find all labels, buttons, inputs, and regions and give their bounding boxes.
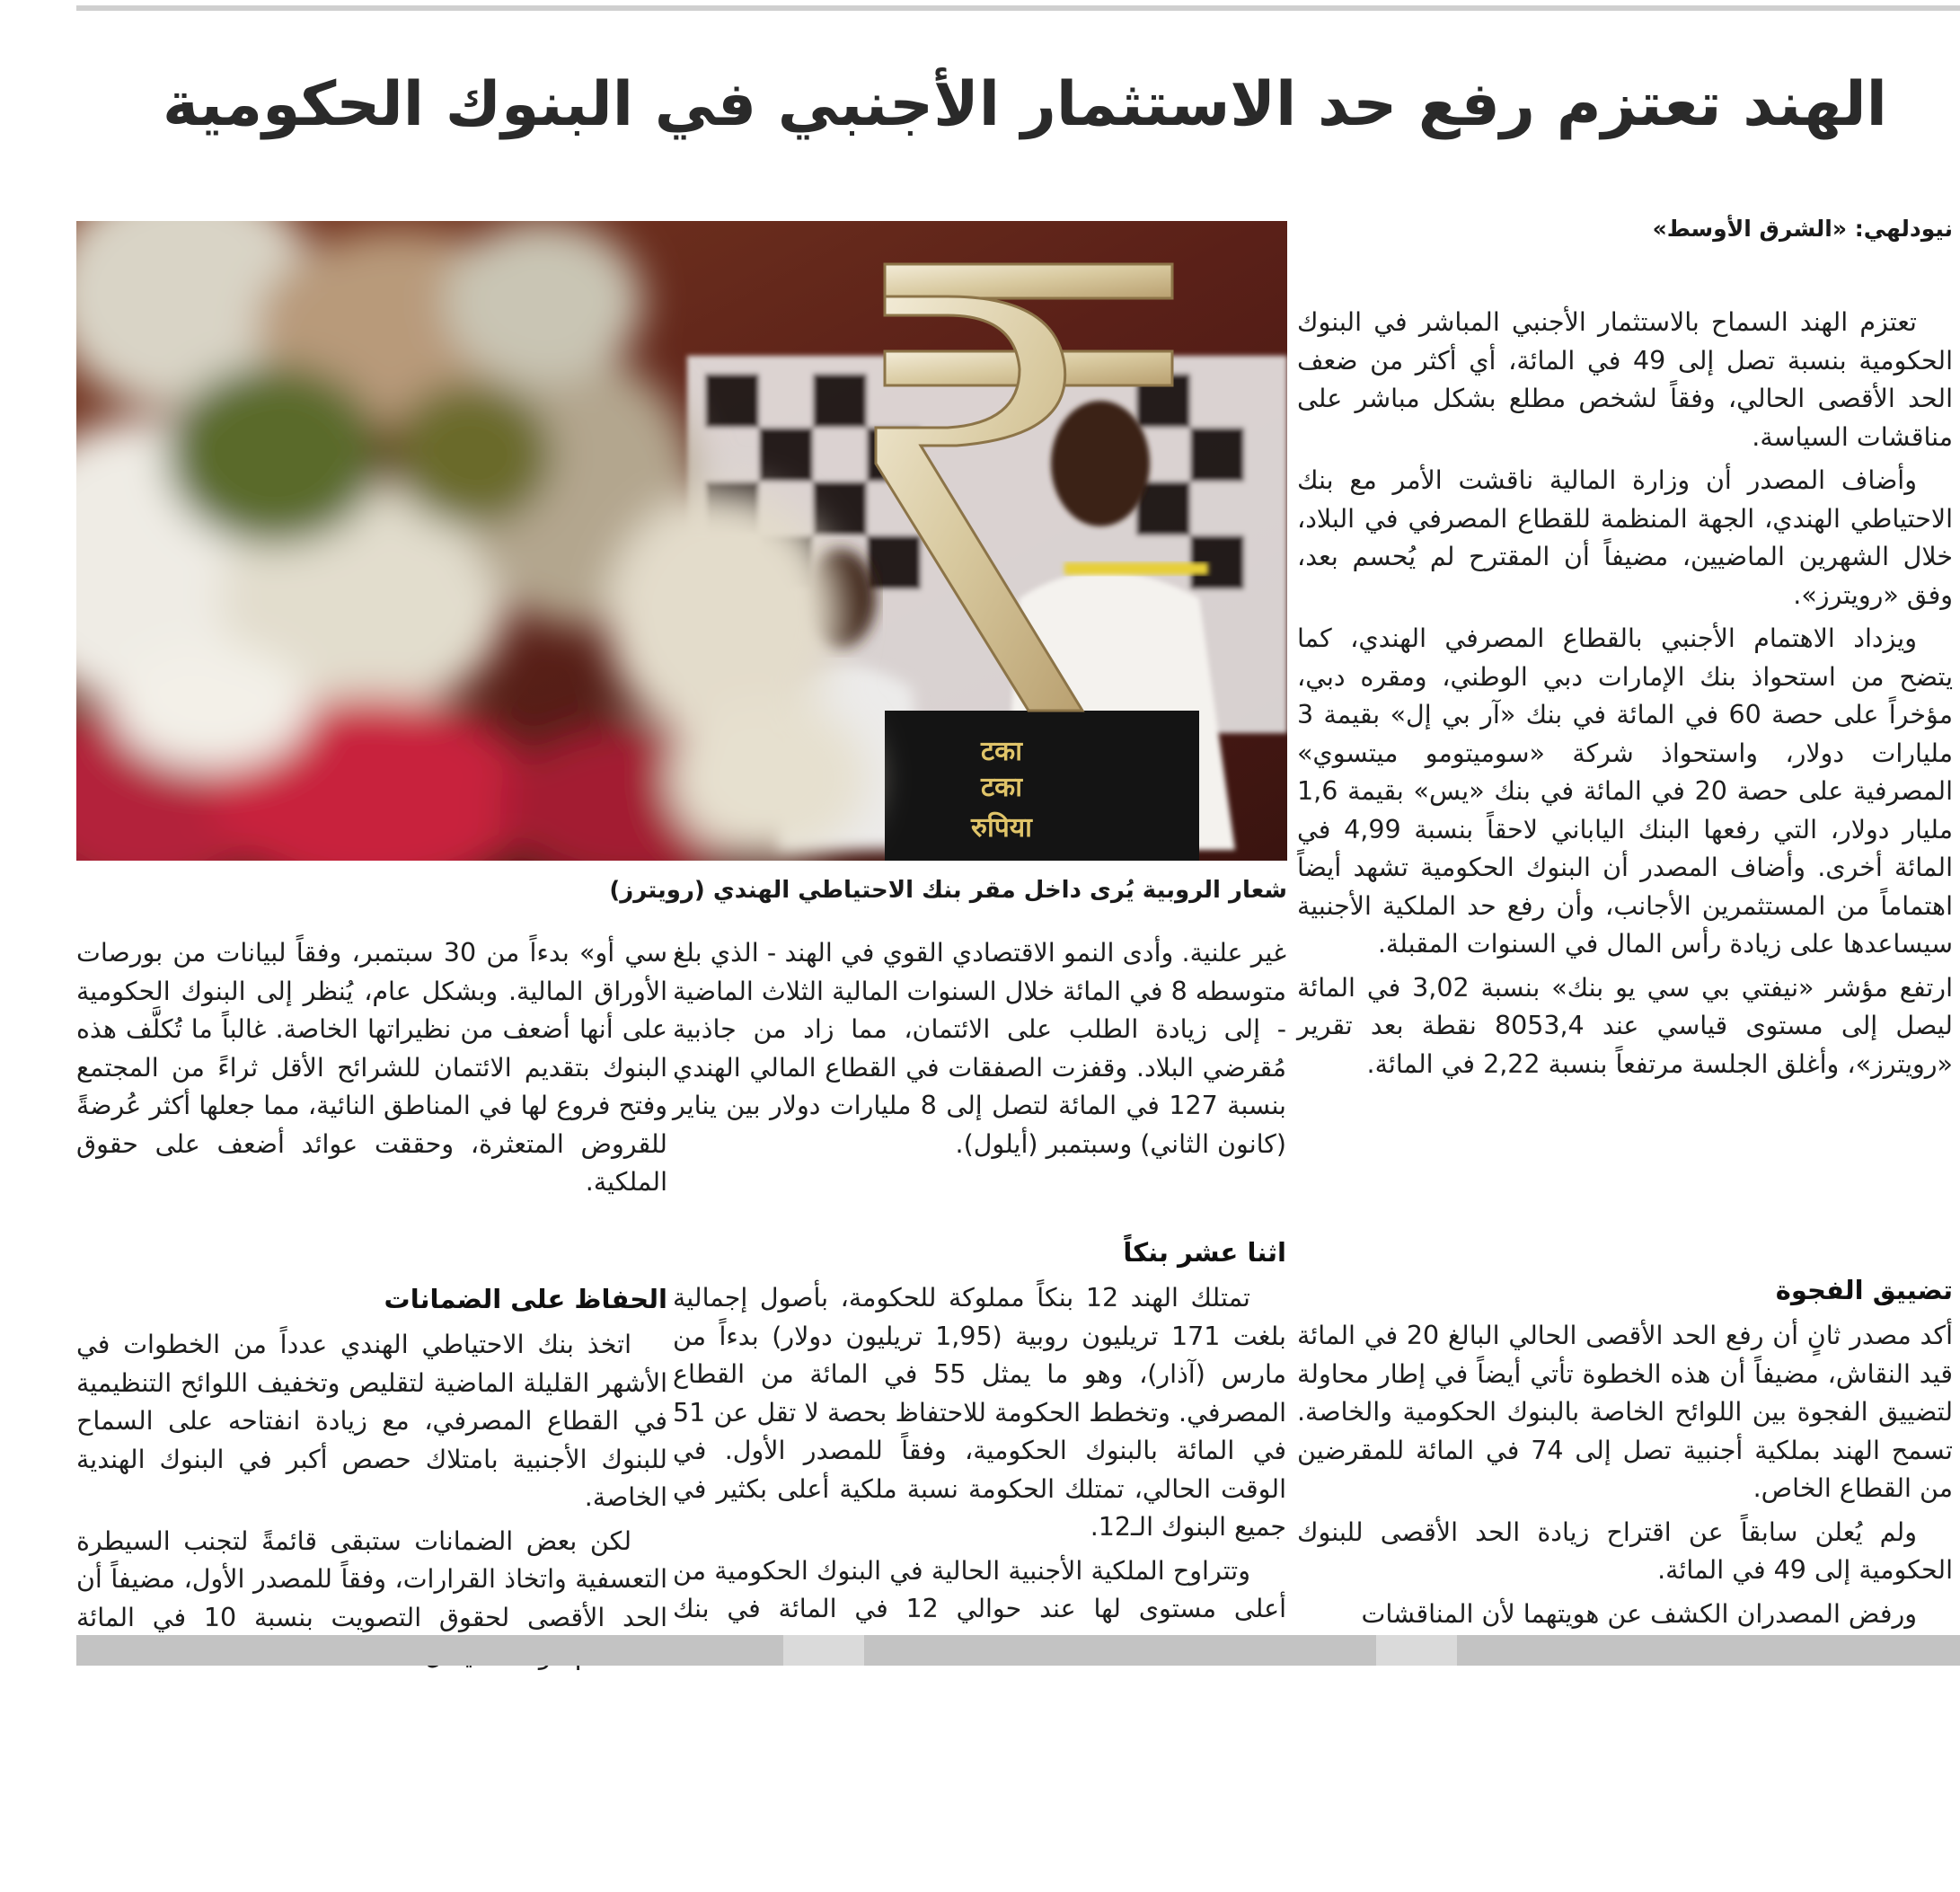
headline: الهند تعتزم رفع حد الاستثمار الأجنبي في البنوك الحكومية — [162, 69, 1887, 140]
paragraph: سي أو» بدءاً من 30 سبتمبر، وفقاً لبيانات من بورصات الأوراق المالية. وبشكل عام، يُنظر إلى البنوك الحكومية على أنها أضعف من نظيراتها الخاصة. غالباً ما تُكلَّف هذه البنوك بتقديم الائتمان للشرائح الأقل ثراءً من المجتمع وفتح فروع لها في المناطق النائية، مما جعلها أكثر عُرضةً للقروض المتعثرة، وحققت عوائد أضعف على حقوق الملكية. — [76, 938, 667, 1197]
paragraph: ورفض المصدران الكشف عن هويتهما لأن المناقشات — [1361, 1598, 1917, 1629]
signage-text: टका — [981, 736, 1022, 767]
column-3-continued — [76, 1276, 667, 1681]
paragraph: ولم يُعلن سابقاً عن اقتراح زيادة الحد الأقصى للبنوك الحكومية إلى 49 في المائة. — [1297, 1516, 1953, 1585]
subheading: تضييق الفجوة — [1775, 1275, 1953, 1305]
column-3 — [76, 934, 667, 1207]
paragraph: تمتلك الهند 12 بنكاً مملوكة للحكومة، بأصول إجمالية بلغت 171 تريليون روبية (1,95 تريليون دولار) بدءاً من مارس (آذار)، وهو ما يمثل 55 في المائة من القطاع المصرفي. وتخطط الحكومة للاحتفاظ بحصة لا تقل عن 51 في المائة بالبنوك الحكومية، وفقاً للمصدر الأول. في الوقت الحالي، تمتلك الحكومة نسبة ملكية أعلى بكثير في جميع البنوك الـ12. — [673, 1283, 1286, 1542]
subheading: اثنا عشر بنكاً — [1123, 1237, 1286, 1268]
paragraph: وتتراوح الملكية الأجنبية الحالية في البنوك الحكومية من أعلى مستوى لها عند حوالي 12 في المائة في بنك — [673, 1555, 1286, 1623]
signage-text: रुपिया — [971, 812, 1032, 844]
dateline: نيودلهي: «الشرق الأوسط» — [1652, 216, 1953, 242]
paragraph: غير علنية. وأدى النمو الاقتصادي القوي في الهند - الذي بلغ متوسطه 8 في المائة خلال السنوات المالية الثلاث الماضية - إلى زيادة الطلب على الائتمان، مما زاد من جاذبية مُقرضي البلاد. وقفزت الصفقات في القطاع المالي الهندي بنسبة 127 في المائة لتصل إلى 8 مليارات دولار بين يناير (كانون الثاني) وسبتمبر (أيلول). — [673, 938, 1287, 1159]
column-1-continued — [1297, 1267, 1953, 1639]
paragraph: وأضاف المصدر أن وزارة المالية ناقشت الأمر مع بنك الاحتياطي الهندي، الجهة المنظمة للقطاع المصرفي في البلاد، خلال الشهرين الماضيين، مضيفاً أن المقترح لم يُحسم بعد، وفق «رويترز». — [1297, 465, 1953, 610]
paragraph: ويزداد الاهتمام الأجنبي بالقطاع المصرفي الهندي، كما يتضح من استحواذ بنك الإمارات دبي الوطني، ومقره دبي، مؤخراً على حصة 60 في المائة في بنك «آر بي إل» بقيمة 3 مليارات دولار، واستحواذ شركة «سوميتومو ميتسوي» المصرفية على حصة 20 في المائة في بنك «يس» بقيمة 1,6 مليار دولار، التي رفعها البنك الياباني لاحقاً بنسبة 4,99 في المائة أخرى. وأضاف المصدر أن البنوك الحكومية تشهد أيضاً اهتماماً من المستثمرين الأجانب، وأن رفع حد الملكية الأجنبية سيساعدها على زيادة رأس المال في السنوات المقبلة. — [1297, 623, 1953, 959]
rupee-photo — [76, 221, 1287, 861]
column-2-continued — [673, 1229, 1286, 1672]
column-1 — [1297, 304, 1953, 1089]
paragraph: ارتفع مؤشر «نيفتي بي سي يو بنك» بنسبة 3,02 في المائة ليصل إلى مستوى قياسي عند 8053,4 نقطة بعد تقرير «رويترز»، وأغلق الجلسة مرتفعاً بنسبة 2,22 في المائة. — [1297, 972, 1953, 1079]
paragraph: لكن بعض الضمانات ستبقى قائمةً لتجنب السيطرة التعسفية واتخاذ القرارات، وفقاً للمصدر الأول، مضيفاً أن الحد الأقصى لحقوق التصويت بنسبة 10 في المائة — [76, 1525, 667, 1632]
paragraph: أكد مصدر ثانٍ أن رفع الحد الأقصى الحالي البالغ 20 في المائة قيد النقاش، مضيفاً أن هذه الخطوة تأتي أيضاً في إطار محاولة لتضييق الفجوة بين اللوائح الخاصة بالبنوك الحكومية والخاصة. تسمح الهند بملكية أجنبية تصل إلى 74 في المائة للمقرضين من القطاع الخاص. — [1297, 1321, 1953, 1503]
column-2 — [673, 934, 1286, 1169]
paragraph: تعتزم الهند السماح بالاستثمار الأجنبي المباشر في البنوك الحكومية بنسبة تصل إلى 49 في المائة، أي أكثر من ضعف الحد الأقصى الحالي، وفقاً لشخص مطلع بشكل مباشر على مناقشات السياسة. — [1297, 307, 1953, 452]
subheading: الحفاظ على الضمانات — [384, 1284, 667, 1314]
bottom-rule — [76, 1635, 1960, 1666]
photo-caption: شعار الروبية يُرى داخل مقر بنك الاحتياطي الهندي (رويترز) — [609, 877, 1287, 904]
top-rule — [76, 5, 1960, 11]
signage-text: टका — [981, 772, 1022, 803]
rupee-photo-illustration — [76, 221, 1287, 861]
paragraph: اتخذ بنك الاحتياطي الهندي عدداً من الخطوات في الأشهر القليلة الماضية لتقليص وتخفيف اللوائح التنظيمية في القطاع المصرفي، مع زيادة انفتاحه على السماح للبنوك الأجنبية بامتلاك حصص أكبر في البنوك الهندية الخاصة. — [76, 1330, 667, 1512]
